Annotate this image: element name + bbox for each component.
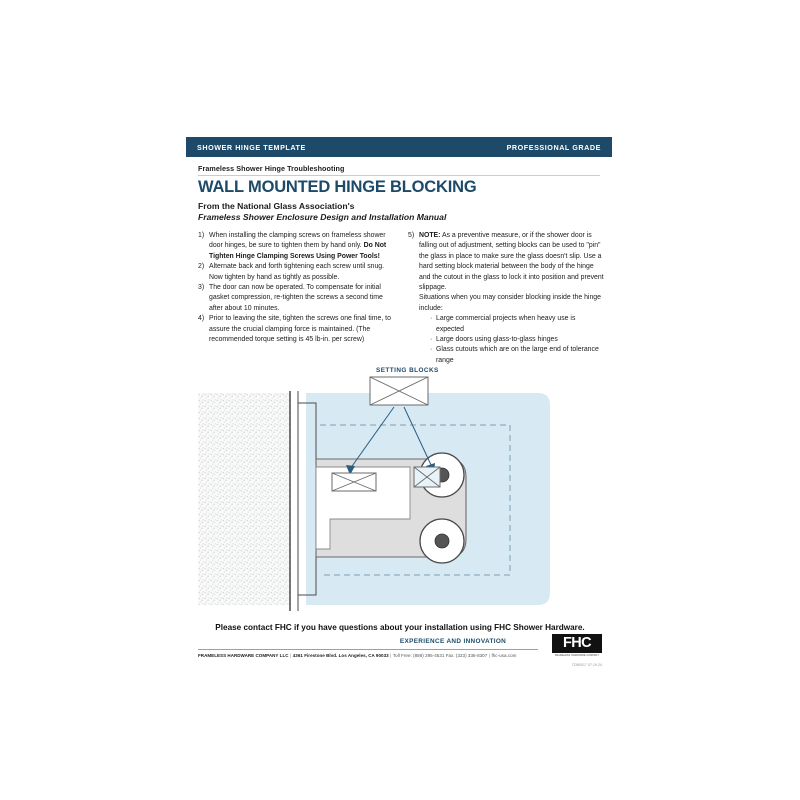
footer-address-line [198,653,543,658]
bullet-dot-icon: · [430,346,433,354]
separator: | [488,653,490,658]
left-instruction-column [198,231,394,345]
bullet-text: Large commercial projects when heavy use is expected [436,315,576,333]
title-divider [198,175,600,176]
source-line-1: From the National Glass Association's [198,201,355,211]
company-name: FRAMELESS HARDWARE COMPANY LLC [198,653,289,658]
list-item-number: 2) [198,263,205,271]
source-line-2: Frameless Shower Enclosure Design and Installation Manual [198,212,447,222]
list-item [198,231,394,262]
list-item-text: Prior to leaving the site, tighten the screws one final time, to assure the crucial clamping force is maintained. (The recommended torque setting is 45 lb-in. per screw) [209,315,391,344]
header-left-label: SHOWER HINGE TEMPLATE [197,142,306,152]
separator: | [390,653,392,658]
list-item [430,314,604,335]
subject-line: Frameless Shower Hinge Troubleshooting [198,164,345,173]
bullet-text: Glass cutouts which are on the large end of tolerance range [436,346,599,364]
right-instruction-column [408,231,604,366]
tagline: EXPERIENCE AND INNOVATION [399,638,507,645]
fhc-logo-subtext: FRAMELESS HARDWARE COMPANY [554,654,600,657]
document-code: TDB0017 07.19.24 [571,663,602,667]
hinge-bottom-screw [435,534,449,548]
list-item-number: 5) [408,232,415,239]
footer-divider [198,649,538,650]
trademark-icon: ® [600,634,603,638]
header-right-label: PROFESSIONAL GRADE [506,142,601,152]
list-item-text: When installing the clamping screws on frameless shower door hinges, be sure to tighten them by hand only. [209,232,386,250]
header-bar [186,137,612,157]
list-item [408,231,604,366]
contact-line: Please contact FHC if you have questions about your installation using FHC Shower Hardware. [215,623,585,632]
list-item [198,314,394,345]
note-label: NOTE: [419,232,441,239]
separator: | [290,653,292,658]
list-item [198,262,394,283]
setting-blocks-label: SETTING BLOCKS [376,367,439,374]
note-text: As a preventive measure, or if the shower door is falling out of adjustment, setting blocks can be used to "pin" the glass in place to make sure the glass doesn't slip. Use a hard setting block material between the body of the hinge and the cutout in the glass to lock it into position and prevent slippage. [419,232,604,292]
fhc-logo-text: FHC [562,635,591,652]
situations-bullet-list [419,314,604,366]
fax-number: Fax: (323) 336-8307 [445,653,488,658]
fhc-logo [552,634,602,653]
page-title: WALL MOUNTED HINGE BLOCKING [198,178,477,196]
list-item [430,335,604,345]
hinge-blocking-diagram [198,363,602,618]
bullet-dot-icon: · [430,315,433,323]
list-item-number: 1) [198,232,205,239]
wall-hatch [198,393,290,605]
list-item-number: 4) [198,315,205,323]
list-item-text: Alternate back and forth tightening each screw until snug. Now tighten by hand as tightly as possible. [209,263,385,281]
toll-free-number: Toll Free: (888) 295-4531 [392,653,445,658]
situations-intro: Situations when you may consider blocking inside the hinge include: [419,294,601,312]
list-item [198,283,394,314]
website-link[interactable]: fhc-usa.com [491,653,517,658]
bullet-dot-icon: · [430,336,433,344]
diagram-svg [198,363,602,618]
company-address: 4361 Firestone Blvd. Los Angeles, CA 90033 [292,653,389,658]
bullet-text: Large doors using glass-to-glass hinges [436,336,558,344]
list-item-emphasis: Do Not Tighten Hinge Clamping Screws Using Power Tools! [209,242,387,260]
list-item-text: The door can now be operated. To compensate for initial gasket compression, re-tighten the screws a second time after about 10 minutes. [209,284,383,312]
list-item-number: 3) [198,284,205,292]
